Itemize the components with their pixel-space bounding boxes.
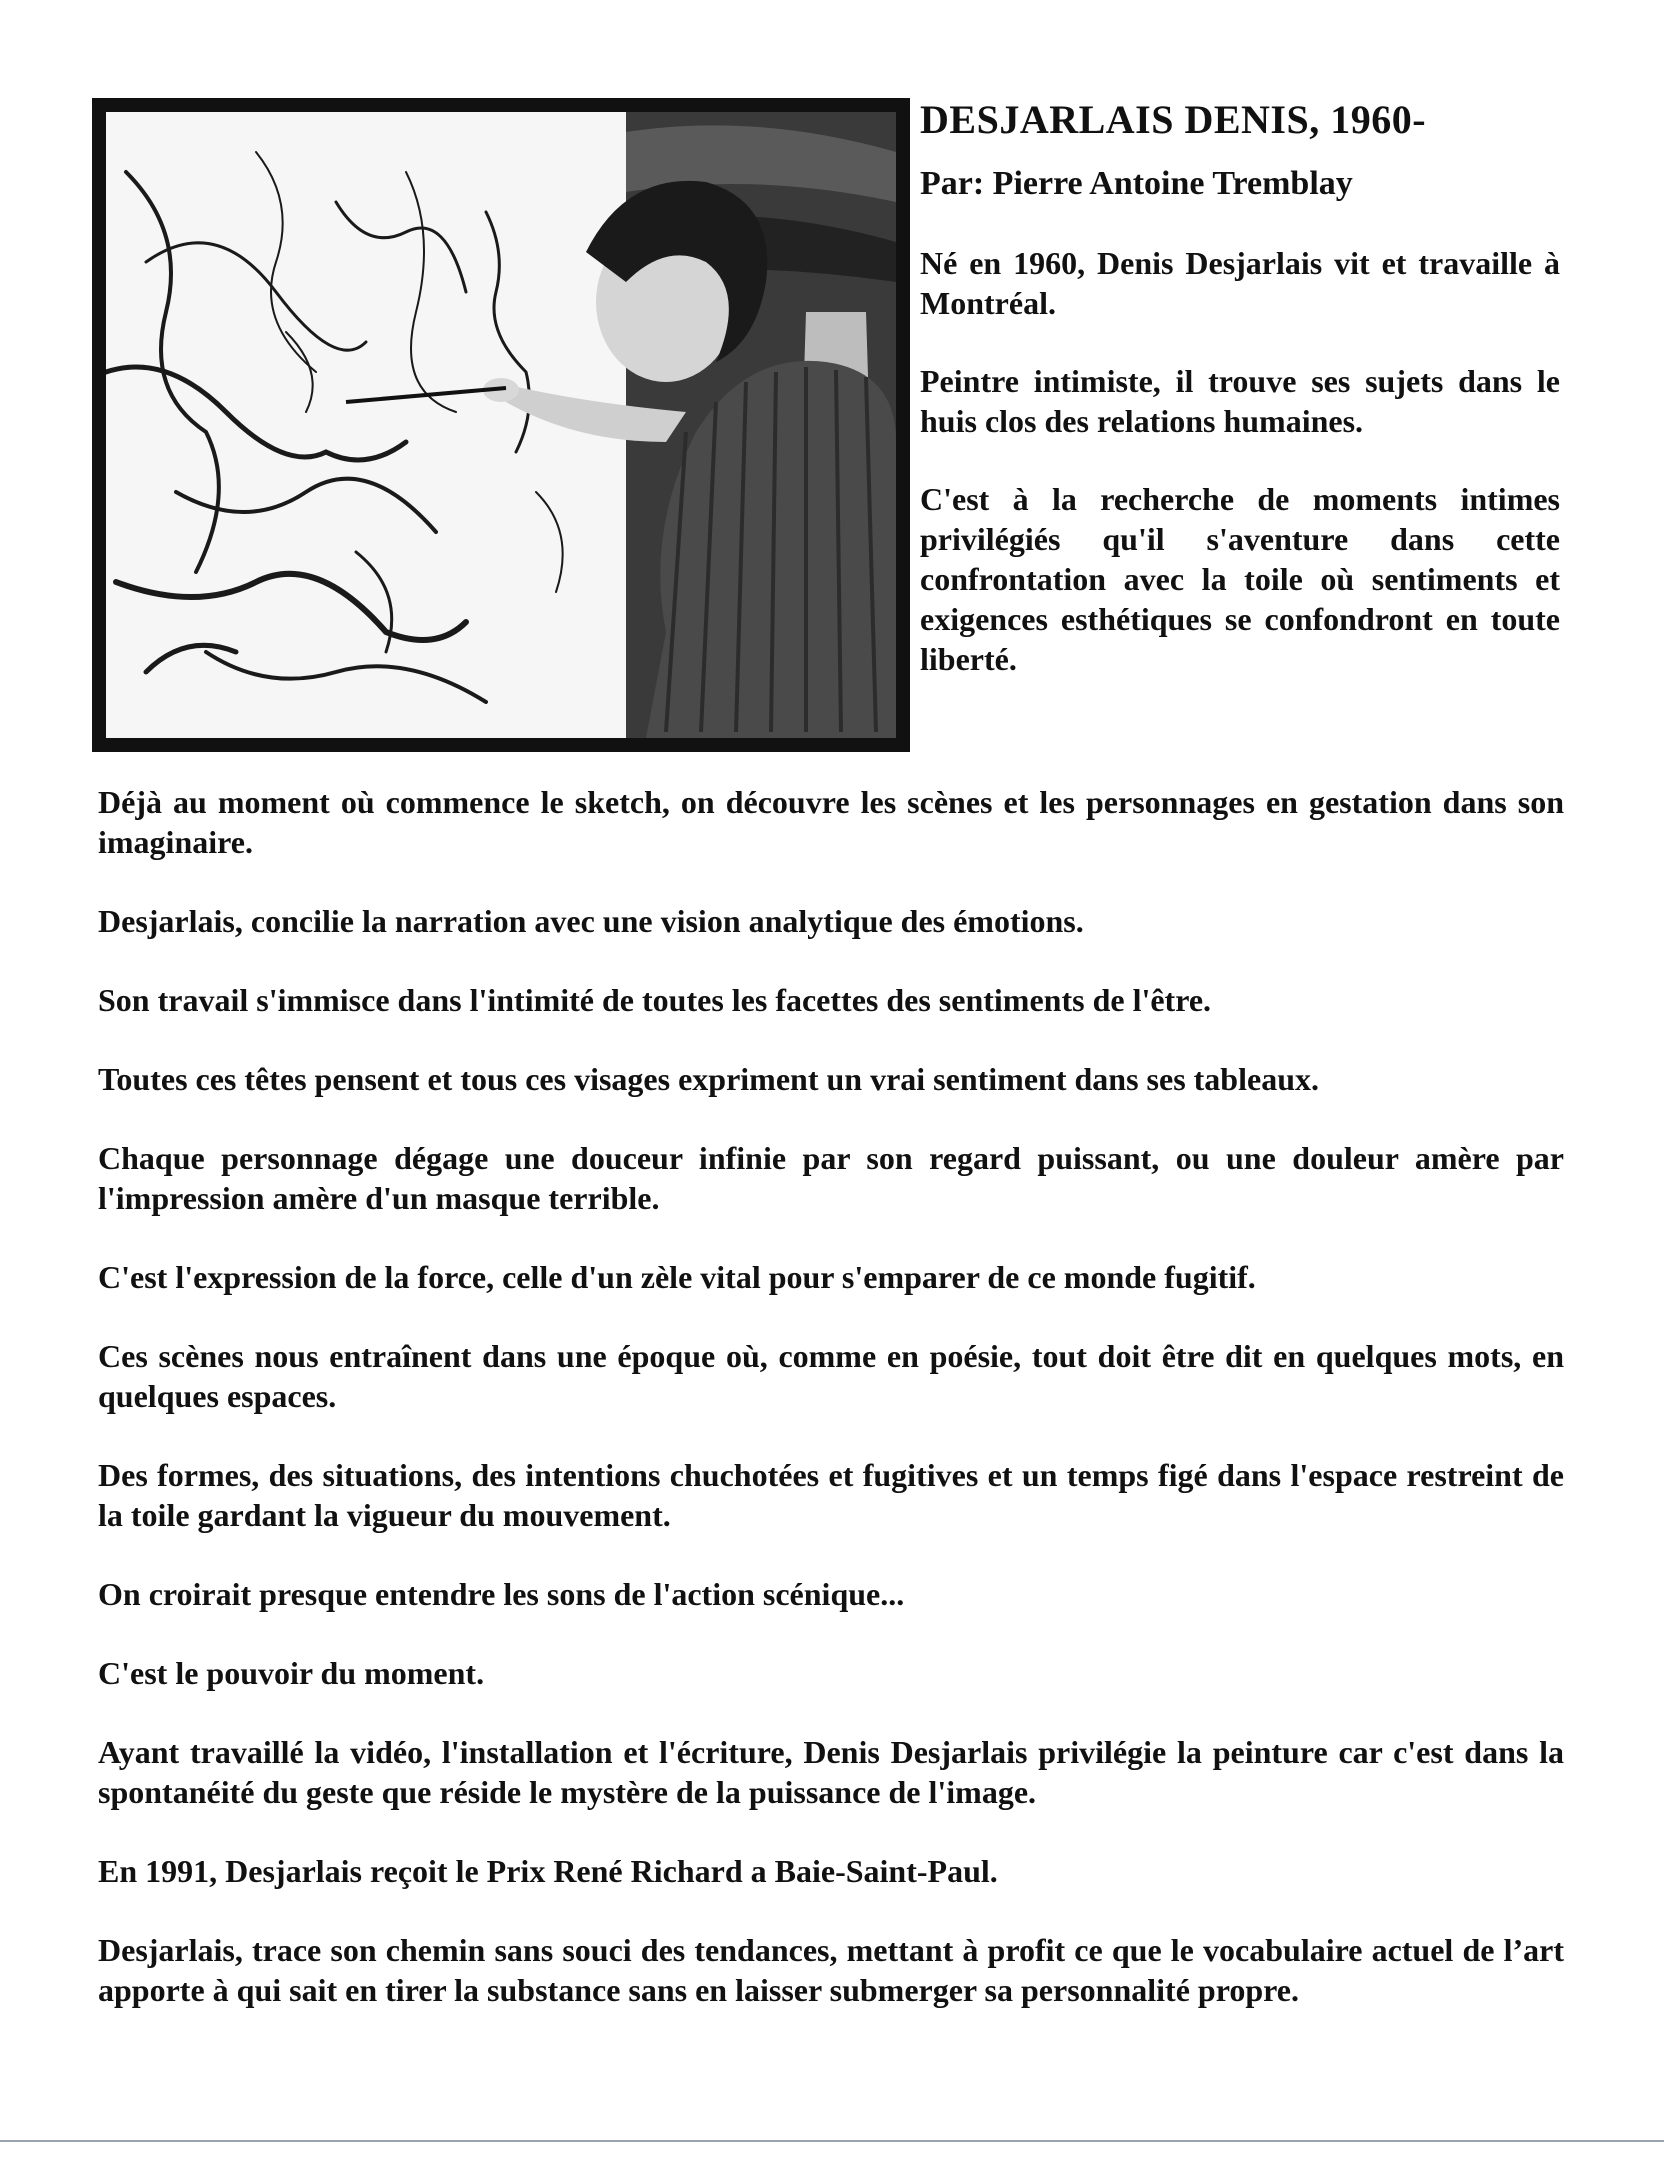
body-paragraph: Chaque personnage dégage une douceur infinie par son regard puissant, ou une douleur amère par l'impression amère d'un masque terrible. — [98, 1140, 1564, 1216]
body-paragraph: Déjà au moment où commence le sketch, on découvre les scènes et les personnages en gestation dans son imaginaire. — [98, 784, 1564, 860]
body-paragraph: Toutes ces têtes pensent et tous ces visages expriment un vrai sentiment dans ses tableaux. — [98, 1061, 1319, 1097]
document-title: DESJARLAIS DENIS, 1960- — [920, 97, 1427, 142]
body-paragraph: Des formes, des situations, des intentions chuchotées et fugitives et un temps figé dans l'espace restreint de la toile gardant la vigueur du mouvement. — [98, 1457, 1564, 1533]
body-text — [98, 782, 1564, 2049]
body-paragraph: Desjarlais, concilie la narration avec une vision analytique des émotions. — [98, 903, 1084, 939]
body-paragraph: C'est l'expression de la force, celle d'un zèle vital pour s'emparer de ce monde fugitif. — [98, 1259, 1256, 1295]
artist-painting-illustration — [106, 112, 896, 738]
artist-photo — [92, 98, 910, 752]
body-paragraph: On croirait presque entendre les sons de l'action scénique... — [98, 1576, 905, 1612]
page-bottom-rule — [0, 2140, 1664, 2142]
body-paragraph: En 1991, Desjarlais reçoit le Prix René Richard a Baie-Saint-Paul. — [98, 1853, 998, 1889]
body-paragraph: Ces scènes nous entraînent dans une époque où, comme en poésie, tout doit être dit en quelques mots, en quelques espaces. — [98, 1338, 1564, 1414]
body-paragraph: Ayant travaillé la vidéo, l'installation et l'écriture, Denis Desjarlais privilégie la peinture car c'est dans la spontanéité du geste que réside le mystère de la puissance de l'image. — [98, 1734, 1564, 1810]
body-paragraph: Desjarlais, trace son chemin sans souci des tendances, mettant à profit ce que le vocabulaire actuel de l’art apporte à qui sait en tirer la substance sans en laisser submerger sa personnalité propre. — [98, 1932, 1564, 2008]
author-byline: Par: Pierre Antoine Tremblay — [920, 165, 1353, 202]
side-paragraph: Né en 1960, Denis Desjarlais vit et travaille à Montréal. — [920, 244, 1560, 321]
side-paragraph: C'est à la recherche de moments intimes privilégiés qu'il s'aventure dans cette confrontation avec la toile où sentiments et exigences esthétiques se confondront en toute liberté. — [920, 480, 1560, 677]
body-paragraph: C'est le pouvoir du moment. — [98, 1655, 485, 1691]
body-paragraph: Son travail s'immisce dans l'intimité de toutes les facettes des sentiments de l'être. — [98, 982, 1212, 1018]
side-paragraph: Peintre intimiste, il trouve ses sujets dans le huis clos des relations humaines. — [920, 362, 1560, 439]
header-column — [920, 98, 1560, 717]
